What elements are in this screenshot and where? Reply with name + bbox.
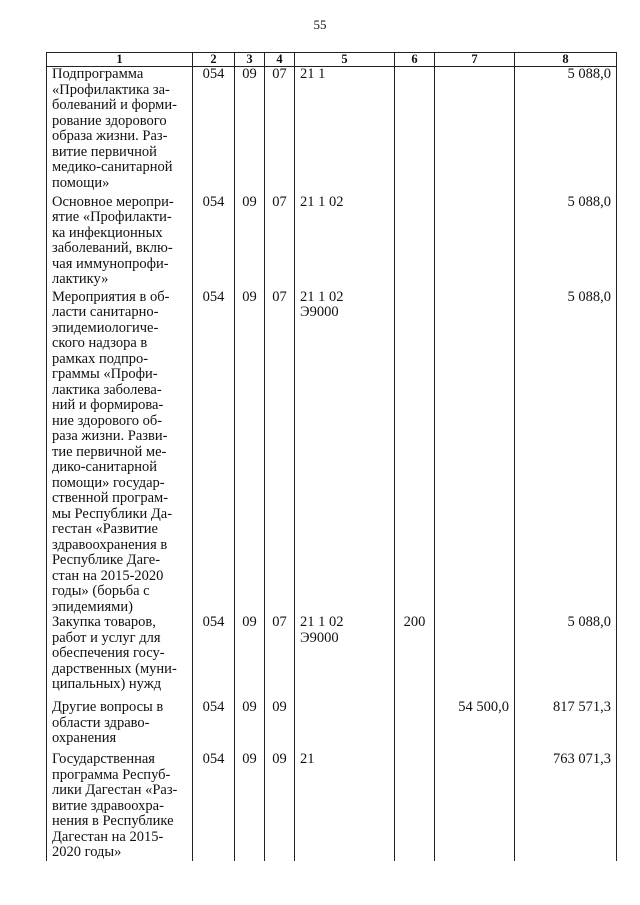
item-name-cell-line: медико-санитарной — [52, 159, 173, 175]
item-name-cell — [47, 700, 193, 752]
item-name-cell-line: витие здравоохра- — [52, 797, 164, 814]
item-name-cell-line: ний и формирова- — [52, 397, 164, 413]
item-name-cell-line: Подпрограмма — [52, 66, 144, 82]
header-col-4: 4 — [265, 53, 295, 67]
item-name-cell-line: чая иммунопрофи- — [52, 255, 169, 272]
item-name-cell-line: Дагестан на 2015- — [52, 828, 164, 845]
table-row — [47, 67, 617, 195]
table-row — [47, 700, 617, 752]
ministry-code-cell: 054 — [193, 67, 235, 195]
item-name-cell-line: 2020 годы» — [52, 844, 122, 860]
item-name-cell-line: лактика заболева- — [52, 381, 162, 398]
subsection-code-cell: 09 — [265, 700, 295, 752]
item-name-cell-line: ципальных) нужд — [52, 676, 162, 692]
amount-col8-cell: 5 088,0 — [515, 290, 617, 616]
expense-type-cell — [395, 195, 435, 290]
item-name-cell-line: раза жизни. Разви- — [52, 428, 168, 444]
item-name-cell-line: лики Дагестан «Раз- — [52, 782, 178, 798]
section-code-cell: 09 — [235, 752, 265, 861]
item-name-cell-line: витие первичной — [52, 143, 157, 160]
item-name-cell-line: Закупка товаров, — [52, 614, 156, 630]
item-name-cell-line: Мероприятия в об- — [52, 288, 170, 305]
item-name-cell-line: помощи» — [52, 174, 110, 191]
target-article-cell — [295, 195, 395, 290]
amount-col7-cell — [435, 752, 515, 861]
item-name-cell-line: мы Республики Да- — [52, 505, 173, 522]
item-name-cell-line: работ и услуг для — [52, 629, 161, 646]
header-col-7: 7 — [435, 53, 515, 67]
expense-type-cell — [395, 67, 435, 195]
target-article-cell-line: 21 1 02 — [300, 288, 344, 305]
amount-col8-cell: 817 571,3 — [515, 700, 617, 752]
item-name-cell-line: ние здорового об- — [52, 412, 163, 429]
item-name-cell-line: программа Респуб- — [52, 766, 171, 783]
subsection-code-cell: 07 — [265, 195, 295, 290]
item-name-cell — [47, 615, 193, 700]
section-code-cell: 09 — [235, 67, 265, 195]
item-name-cell-line: лактику» — [52, 271, 109, 287]
ministry-code-cell: 054 — [193, 615, 235, 700]
header-col-8: 8 — [515, 53, 617, 67]
header-col-5: 5 — [295, 53, 395, 67]
section-code-cell: 09 — [235, 290, 265, 616]
table-row — [47, 195, 617, 290]
header-col-1: 1 — [47, 53, 193, 67]
item-name-cell — [47, 290, 193, 616]
item-name-cell-line: обеспечения госу- — [52, 645, 165, 661]
target-article-cell-line: 21 1 — [300, 66, 326, 82]
amount-col8-cell: 5 088,0 — [515, 67, 617, 195]
item-name-cell-line: Государственная — [52, 751, 155, 767]
target-article-cell — [295, 752, 395, 861]
item-name-cell — [47, 195, 193, 290]
ministry-code-cell: 054 — [193, 195, 235, 290]
target-article-cell-line: 21 — [300, 751, 315, 767]
item-name-cell-line: рование здорового — [52, 112, 167, 129]
item-name-cell-line: ского надзора в — [52, 335, 148, 351]
target-article-cell-line: 21 1 02 — [300, 614, 344, 630]
item-name-cell-line: здравоохранения в — [52, 536, 168, 553]
section-code-cell: 09 — [235, 615, 265, 700]
item-name-cell-line: Другие вопросы в — [52, 699, 164, 715]
item-name-cell-line: болеваний и форми- — [52, 97, 177, 113]
header-col-3: 3 — [235, 53, 265, 67]
item-name-cell-line: эпидемиями) — [52, 598, 133, 615]
item-name-cell-line: ственной програм- — [52, 490, 169, 506]
header-row — [47, 53, 617, 67]
table-row — [47, 290, 617, 616]
target-article-cell-line: Э9000 — [300, 629, 339, 646]
target-article-cell-line: Э9000 — [300, 304, 339, 320]
item-name-cell-line: стан на 2015-2020 — [52, 567, 164, 584]
ministry-code-cell: 054 — [193, 290, 235, 616]
subsection-code-cell: 07 — [265, 615, 295, 700]
amount-col7-cell — [435, 290, 515, 616]
item-name-cell-line: Республике Даге- — [52, 552, 161, 568]
table-row — [47, 615, 617, 700]
expense-type-cell — [395, 290, 435, 616]
subsection-code-cell: 09 — [265, 752, 295, 861]
item-name-cell-line: дико-санитарной — [52, 459, 158, 475]
item-name-cell-line: тие первичной ме- — [52, 443, 167, 460]
amount-col8-cell: 5 088,0 — [515, 195, 617, 290]
amount-col7-cell — [435, 67, 515, 195]
target-article-cell — [295, 615, 395, 700]
target-article-cell — [295, 67, 395, 195]
item-name-cell-line: ка инфекционных — [52, 224, 163, 241]
item-name-cell-line: нения в Республике — [52, 813, 174, 829]
amount-col7-cell — [435, 195, 515, 290]
item-name-cell-line: помощи» государ- — [52, 474, 165, 491]
target-article-cell — [295, 290, 395, 616]
target-article-cell — [295, 700, 395, 752]
amount-col7-cell — [435, 615, 515, 700]
expense-type-cell: 200 — [395, 615, 435, 700]
item-name-cell-line: гестан «Развитие — [52, 521, 158, 537]
expense-type-cell — [395, 752, 435, 861]
item-name-cell-line: ятие «Профилакти- — [52, 209, 172, 225]
expense-type-cell — [395, 700, 435, 752]
header-col-2: 2 — [193, 53, 235, 67]
item-name-cell-line: заболеваний, вклю- — [52, 240, 173, 256]
item-name-cell-line: эпидемиологиче- — [52, 319, 159, 336]
item-name-cell-line: дарственных (муни- — [52, 660, 177, 677]
ministry-code-cell: 054 — [193, 700, 235, 752]
target-article-cell-line: 21 1 02 — [300, 193, 344, 210]
ministry-code-cell: 054 — [193, 752, 235, 861]
amount-col8-cell: 5 088,0 — [515, 615, 617, 700]
item-name-cell-line: Основное меропри- — [52, 193, 174, 210]
item-name-cell — [47, 752, 193, 861]
item-name-cell-line: области здраво- — [52, 714, 150, 731]
header-col-6: 6 — [395, 53, 435, 67]
item-name-cell-line: рамках подпро- — [52, 350, 149, 367]
section-code-cell: 09 — [235, 195, 265, 290]
subsection-code-cell: 07 — [265, 290, 295, 616]
item-name-cell-line: граммы «Профи- — [52, 366, 158, 382]
item-name-cell-line: охранения — [52, 730, 117, 746]
budget-table — [46, 52, 617, 861]
page-number: 55 — [313, 17, 327, 32]
section-code-cell: 09 — [235, 700, 265, 752]
amount-col8-cell: 763 071,3 — [515, 752, 617, 861]
item-name-cell-line: ласти санитарно- — [52, 304, 159, 320]
table-row — [47, 752, 617, 861]
item-name-cell-line: годы» (борьба с — [52, 583, 150, 599]
item-name-cell-line: «Профилактика за- — [52, 81, 170, 98]
item-name-cell — [47, 67, 193, 195]
subsection-code-cell: 07 — [265, 67, 295, 195]
amount-col7-cell: 54 500,0 — [435, 700, 515, 752]
item-name-cell-line: образа жизни. Раз- — [52, 128, 168, 144]
